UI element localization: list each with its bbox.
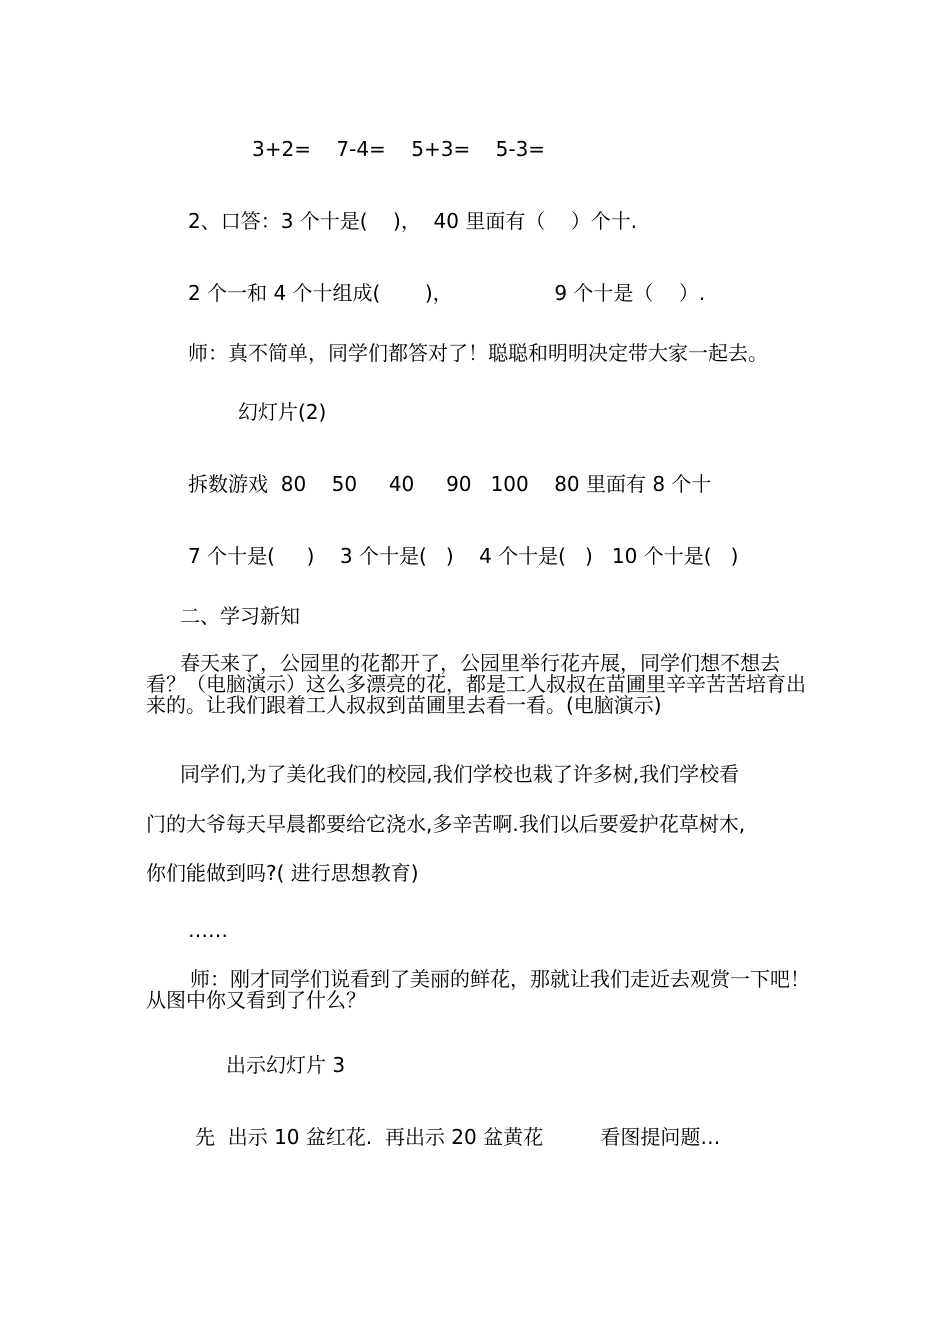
teacher-observe-paragraph [146, 969, 816, 1011]
campus-line-3: 你们能做到吗?( 进行思想教育) [146, 861, 419, 885]
oral-question-line-2: 2 个一和 4 个十组成( )， 9 个十是（ ）. [188, 281, 706, 305]
slide-2-label: 幻灯片(2) [238, 400, 327, 424]
ellipsis-line: …… [188, 918, 228, 942]
section-heading: 二、学习新知 [180, 604, 300, 628]
teacher-remark-line: 师：真不简单，同学们都答对了！聪聪和明明决定带大家一起去。 [188, 341, 768, 365]
spring-paragraph [146, 653, 816, 716]
campus-line-2: 门的大爷每天早晨都要给它浇水,多辛苦啊.我们以后要爱护花草树木, [146, 812, 746, 836]
slide-3-label: 出示幻灯片 3 [226, 1053, 346, 1077]
flower-question-line: 先 出示 10 盆红花. 再出示 20 盆黄花 看图提问题… [195, 1125, 721, 1149]
tens-question-line: 7 个十是( ) 3 个十是( ) 4 个十是( ) 10 个十是( ) [188, 544, 739, 568]
number-split-game-line: 拆数游戏 80 50 40 90 100 80 里面有 8 个十 [188, 472, 712, 496]
spring-paragraph-text: 春天来了，公园里的花都开了，公园里举行花卉展，同学们想不想去看？（电脑演示）这么多漂亮的花，都是工人叔叔在苗圃里辛辛苦苦培育出来的。让我们跟着工人叔叔到苗圃里去看一看。(电脑演示) [146, 651, 806, 717]
oral-question-line-1: 2、口答：3 个十是( )， 40 里面有（ ）个十. [188, 209, 638, 233]
campus-line-1: 同学们,为了美化我们的校园,我们学校也栽了许多树,我们学校看 [180, 762, 740, 786]
teacher-observe-text: 师：刚才同学们说看到了美丽的鲜花，那就让我们走近去观赏一下吧！从图中你又看到了什么？ [146, 967, 810, 1012]
arithmetic-line: 3+2= 7-4= 5+3= 5-3= [252, 137, 546, 161]
